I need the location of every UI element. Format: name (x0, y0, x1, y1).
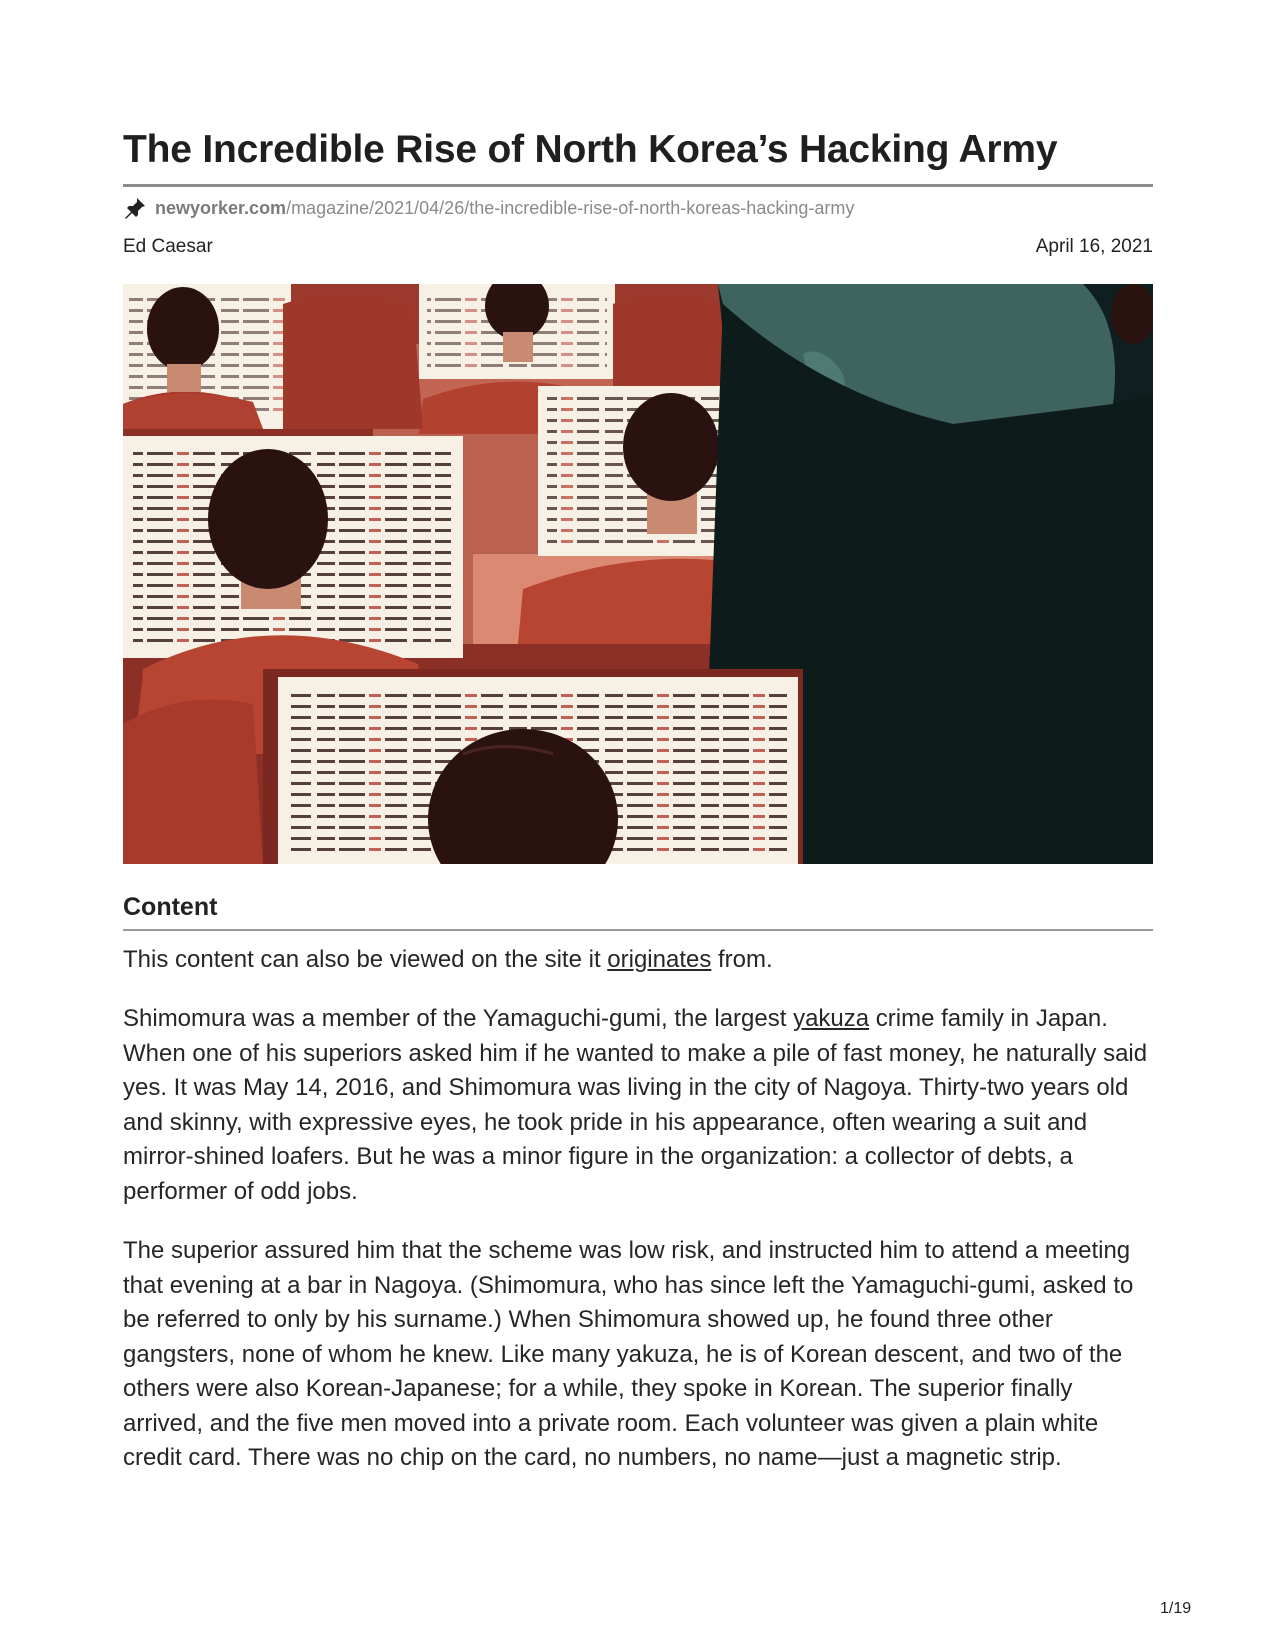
page-number: 1/19 (1160, 1600, 1192, 1617)
originates-link[interactable]: originates (607, 946, 712, 973)
author: Ed Caesar (123, 236, 213, 257)
section-divider (123, 929, 1153, 931)
paragraph-2: The superior assured him that the scheme was low risk, and instructed him to attend a meeting that evening at a bar in Nagoya. (Shimomura, who has since left the Yamaguchi-gumi, asked to be referred to only by his surname.) When Shimomura showed up, he found three other gangsters, none of whom he knew. Like many yakuza, he is of Korean descent, and two of the others were also Korean-Japanese; for a while, they spoke in Korean. The superior finally arrived, and the five men moved into a private room. Each volunteer was given a plain white credit card. There was no chip on the card, no numbers, no name—just a magnetic strip. (123, 1237, 1134, 1471)
paragraph-1-text: Shimomura was a member of the Yamaguchi-gumi, the largest (123, 1005, 794, 1032)
origin-note-tail: from. (711, 946, 773, 973)
origin-note (123, 943, 1153, 978)
yakuza-link[interactable]: yakuza (793, 1005, 870, 1032)
hero-illustration (123, 284, 1153, 864)
title-divider (123, 184, 1153, 187)
byline-row (123, 236, 1153, 258)
source-url[interactable] (123, 196, 854, 220)
publish-date: April 16, 2021 (1035, 236, 1153, 257)
source-domain[interactable]: newyorker.com (155, 197, 287, 218)
paragraph-1-tail: crime family in Japan. When one of his superiors asked him if he wanted to make a pile of fast money, he naturally said yes. It was May 14, 2016, and Shimomura was living in the city of Nagoya. Thirty-two years old and skinny, with expressive eyes, he took pride in his appearance, often wearing a suit and mirror-shined loafers. But he was a minor figure in the organization: a collector of debts, a performer of odd jobs. (123, 1005, 1148, 1205)
source-path[interactable]: /magazine/2021/04/26/the-incredible-rise-of-north-koreas-hacking-army (286, 197, 855, 218)
paragraph-1 (123, 1002, 1153, 1209)
section-heading: Content (123, 893, 218, 921)
origin-note-text: This content can also be viewed on the site it (123, 946, 608, 973)
pin-icon (123, 196, 147, 220)
article-title: The Incredible Rise of North Korea’s Hacking Army (123, 128, 1058, 171)
